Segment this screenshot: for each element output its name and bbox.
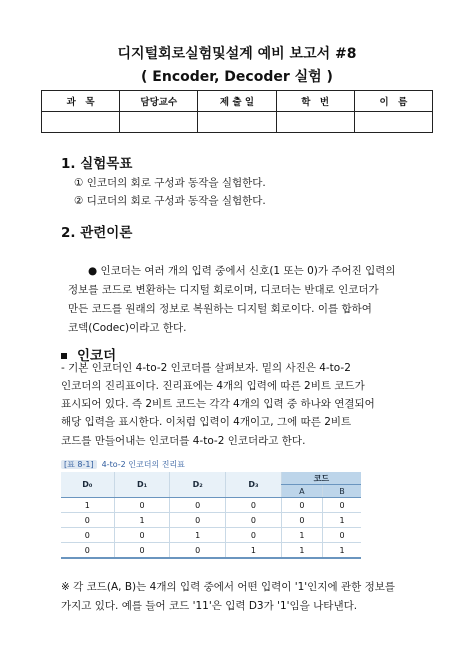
table-row [61,498,361,513]
note-line-1: ※ 각 코드(A, B)는 4개의 입력 중에서 어떤 입력이 '1'인지에 관한 정보를 [61,581,395,593]
info-header-date: 제 출 일 [198,91,276,112]
header-b: B [323,485,361,498]
note-line-2: 가지고 있다. 예를 들어 코드 '11'은 입력 D3가 '1'임을 나타낸다. [61,600,358,612]
cell: 1 [226,543,282,559]
cell: 1 [323,513,361,528]
info-header-subject: 과 목 [42,91,120,112]
encoder-heading-text: 인코더 [77,348,117,364]
report-subtitle: ( Encoder, Decoder 실험 ) [141,69,333,85]
cell: 0 [226,528,282,543]
theory-line-3: 만든 코드를 원래의 정보로 복원하는 디지털 회로이다. 이를 합하여 [68,303,372,315]
cell: 0 [114,498,170,513]
cell: 0 [226,513,282,528]
truth-table-figure [61,458,361,559]
theory-line-2: 정보를 코드로 변환하는 디지털 회로이며, 디코더는 반대로 인코더가 [68,284,379,296]
cell: 1 [281,543,322,559]
objective-2: ② 디코더의 회로 구성과 동작을 실험한다. [74,195,266,207]
cell: 0 [61,513,114,528]
section1-heading: 1. 실험목표 [61,156,133,172]
cell: 0 [61,528,114,543]
info-header-student-id: 학 번 [276,91,354,112]
info-value-student-id [276,112,354,133]
header-d3: D₃ [226,472,282,498]
truth-table-caption-number: [표 8-1] [61,460,97,469]
cell: 0 [323,528,361,543]
info-value-subject [42,112,120,133]
header-d0: D₀ [61,472,114,498]
cell: 0 [114,528,170,543]
info-value-professor [120,112,198,133]
encoder-line-5: 코드를 만들어내는 인코더를 4-to-2 인코더라고 한다. [61,435,306,447]
cell: 0 [323,498,361,513]
report-title: 디지털회로실험및설계 예비 보고서 #8 [117,46,357,62]
encoder-line-1: - 기본 인코더인 4-to-2 인코더를 살펴보자. 밑의 사진은 4-to-2 [61,362,351,374]
truth-header-row [61,472,361,485]
cell: 1 [114,513,170,528]
encoder-line-2: 인코더의 진리표이다. 진리표에는 4개의 입력에 따른 2비트 코드가 [61,380,365,392]
cell: 1 [61,498,114,513]
section2-heading: 2. 관련이론 [61,225,133,241]
cell: 0 [170,543,226,559]
header-d1: D₁ [114,472,170,498]
cell: 0 [226,498,282,513]
cell: 1 [170,528,226,543]
objective-1: ① 인코더의 회로 구성과 동작을 실험한다. [74,177,266,189]
header-a: A [281,485,322,498]
cell: 1 [323,543,361,559]
info-value-row [42,112,433,133]
table-row [61,513,361,528]
cell: 0 [114,543,170,559]
table-row [61,543,361,559]
header-d2: D₂ [170,472,226,498]
info-value-name [354,112,432,133]
cell: 0 [170,498,226,513]
theory-line-4: 코덱(Codec)이라고 한다. [68,322,187,334]
info-value-date [198,112,276,133]
theory-line-1: ● 인코더는 여러 개의 입력 중에서 신호(1 또는 0)가 주어진 입력의 [88,265,396,277]
header-code: 코드 [281,472,361,485]
cell: 0 [61,543,114,559]
info-table [41,90,433,133]
table-row [61,528,361,543]
cell: 1 [281,528,322,543]
info-header-name: 이 름 [354,91,432,112]
cell: 0 [170,513,226,528]
encoder-line-4: 해당 입력을 표시한다. 이처럼 입력이 4개이고, 그에 따른 2비트 [61,416,352,428]
truth-table [61,472,361,559]
cell: 0 [281,498,322,513]
truth-table-caption [61,458,361,472]
info-header-row [42,91,433,112]
cell: 0 [281,513,322,528]
info-header-professor: 담당교수 [120,91,198,112]
encoder-line-3: 표시되어 있다. 즉 2비트 코드는 각각 4개의 입력 중 하나와 연결되어 [61,398,375,410]
truth-table-caption-text: 4-to-2 인코더의 진리표 [101,460,185,469]
